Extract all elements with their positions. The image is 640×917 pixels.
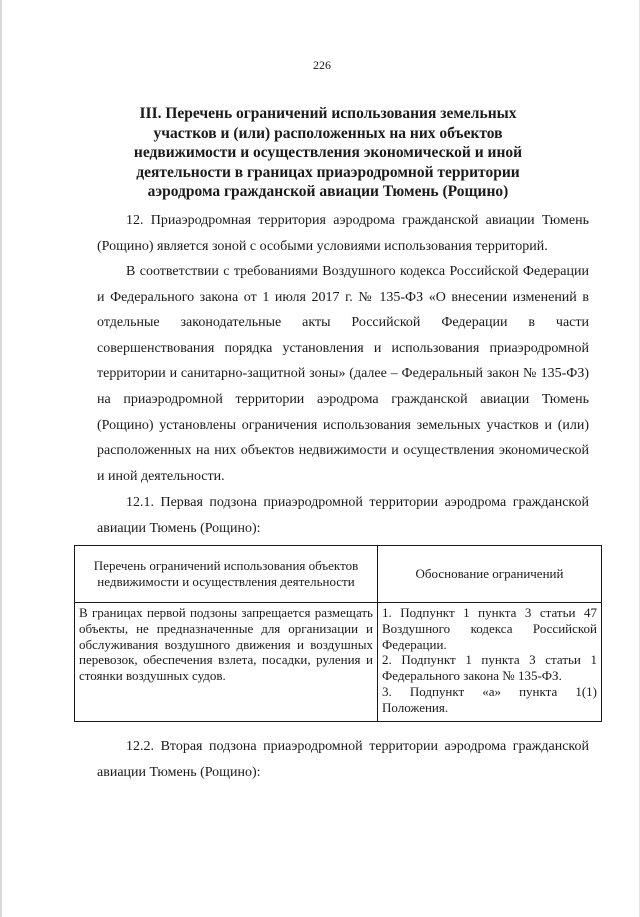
paragraph-legal-basis: В соответствии с требованиями Воздушного кодекса Российской Федерации и Федерального закона от 1 июля 2017 г. № 135-ФЗ «О внесении изменений в отдельные законодательные акты Российской Федерации в части совершенствования порядка установления и использования приаэродромной территории и санитарно-защитной зоны» (далее – Федеральный закон № 135-ФЗ) на приаэродромной территории аэродрома гражданской авиации Тюмень (Рощино) установлены ограничения использования земельных участков и (или) расположенных на них объектов недвижимости и осуществления экономической и иной деятельности.: [97, 264, 589, 484]
paragraph-12: 12. Приаэродромная территория аэродрома гражданской авиации Тюмень (Рощино) является зоной с особыми условиями использования территорий.: [97, 213, 589, 254]
basis-item: 1. Подпункт 1 пункта 3 статьи 47 Воздушного кодекса Российской Федерации.: [382, 605, 597, 652]
table-row: [75, 603, 602, 722]
restrictions-table: [74, 545, 602, 722]
paragraph-12-1: 12.1. Первая подзона приаэродромной территории аэродрома гражданской авиации Тюмень (Рощино):: [97, 495, 589, 536]
basis-item: 3. Подпункт «а» пункта 1(1) Положения.: [382, 683, 597, 715]
column-header-restrictions: Перечень ограничений использования объектов недвижимости и осуществления деятельности: [75, 546, 378, 603]
heading-line: участков и (или) расположенных на них объектов: [153, 124, 503, 142]
restriction-cell: В границах первой подзоны запрещается размещать объекты, не предназначенные для организации и обслуживания воздушного движения и воздушных перевозок, обеспечения взлета, посадки, руления и стоянки воздушных судов.: [75, 603, 378, 722]
paragraph-12-2: 12.2. Вторая подзона приаэродромной территории аэродрома гражданской авиации Тюмень (Рощино):: [97, 739, 589, 780]
page-number: 226: [313, 58, 331, 72]
heading-line: аэродрома гражданской авиации Тюмень (Рощино): [147, 183, 509, 200]
table-header-row: [75, 546, 602, 603]
heading-line: III. Перечень ограничений использования земельных: [139, 105, 517, 122]
column-header-basis: Обоснование ограничений: [378, 546, 602, 603]
section-heading: [122, 104, 534, 202]
heading-line: недвижимости и осуществления экономической и иной: [133, 144, 523, 161]
heading-line: деятельности в границах приаэродромной территории: [136, 163, 520, 181]
basis-item: 2. Подпункт 1 пункта 3 статьи 1 Федерального закона № 135-ФЗ.: [382, 652, 597, 684]
basis-cell: [378, 603, 602, 722]
